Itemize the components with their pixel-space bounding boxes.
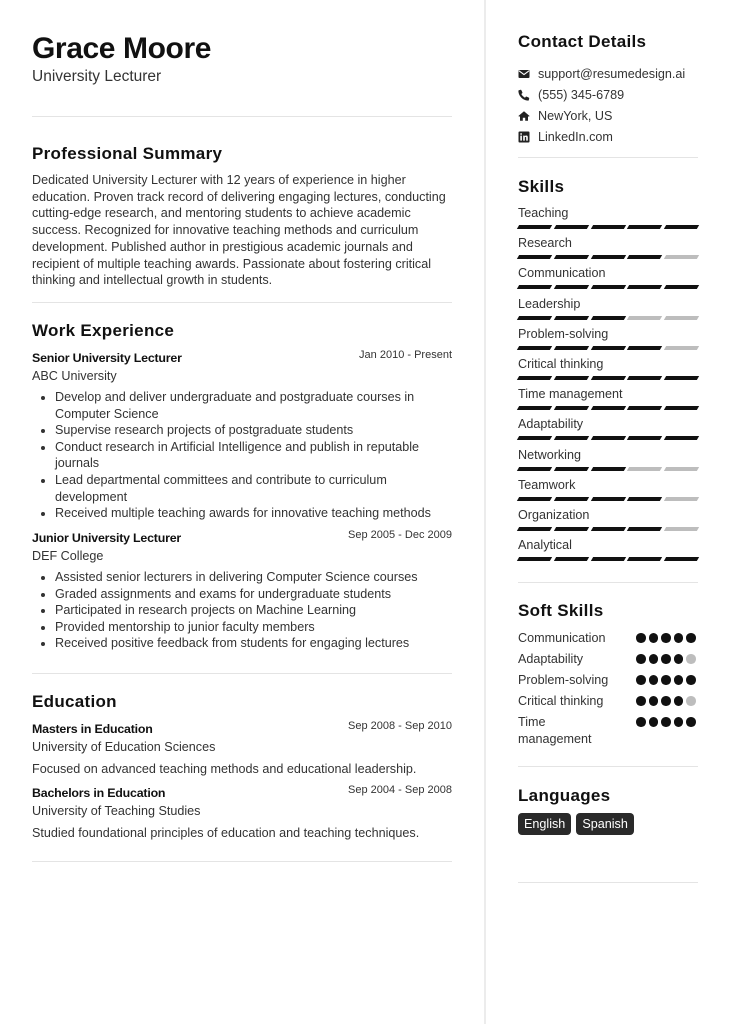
- skill-level-bar: [518, 316, 698, 320]
- rating-dot-icon: [649, 717, 659, 727]
- soft-skill-item: [518, 630, 698, 651]
- skill-level-segment: [627, 255, 662, 259]
- job-bullets: [32, 389, 452, 522]
- skill-name: Analytical: [518, 538, 572, 553]
- education-dates: Sep 2008 - Sep 2010: [348, 720, 452, 732]
- contact-phone-text: (555) 345-6789: [538, 87, 625, 102]
- skill-level-segment: [517, 285, 552, 289]
- skill-name: Critical thinking: [518, 356, 604, 371]
- soft-skill-rating: [636, 717, 696, 727]
- skill-item: [518, 386, 698, 416]
- skill-level-segment: [517, 527, 552, 531]
- soft-skill-rating: [636, 633, 696, 643]
- skill-level-segment: [590, 225, 625, 229]
- skill-level-bar: [518, 285, 698, 289]
- skill-level-segment: [554, 316, 589, 320]
- skill-level-segment: [627, 527, 662, 531]
- degree-title: Bachelors in Education: [32, 786, 166, 800]
- rating-dot-icon: [674, 675, 684, 685]
- soft-skill-item: [518, 651, 698, 672]
- soft-skill-rating: [636, 696, 696, 706]
- skill-item: [518, 447, 698, 477]
- contact-divider: [518, 157, 698, 158]
- soft-skill-item: [518, 693, 698, 714]
- skill-item: [518, 477, 698, 507]
- languages-heading: Languages: [518, 786, 611, 805]
- experience-heading: Work Experience: [32, 321, 175, 340]
- soft-skill-rating: [636, 654, 696, 664]
- skills-heading: Skills: [518, 177, 565, 196]
- rating-dot-icon: [686, 654, 696, 664]
- skill-name: Research: [518, 236, 572, 251]
- skill-level-segment: [590, 557, 625, 561]
- skill-item: [518, 296, 698, 326]
- job-entry: [32, 531, 452, 652]
- skill-name: Networking: [518, 447, 581, 462]
- job-organization: DEF College: [32, 549, 104, 563]
- skill-name: Teamwork: [518, 477, 576, 492]
- skill-name: Leadership: [518, 296, 581, 311]
- school-name: University of Teaching Studies: [32, 804, 201, 818]
- column-divider: [484, 0, 486, 1024]
- rating-dot-icon: [649, 675, 659, 685]
- skill-level-segment: [590, 497, 625, 501]
- contact-phone[interactable]: [518, 84, 698, 105]
- linkedin-icon: [518, 131, 530, 143]
- language-badge: English: [518, 813, 571, 835]
- skill-item: [518, 416, 698, 446]
- skill-level-segment: [590, 346, 625, 350]
- skill-item: [518, 507, 698, 537]
- skill-level-bar: [518, 406, 698, 410]
- bullet-item: Received positive feedback from students for engaging lectures: [32, 635, 452, 652]
- skill-level-segment: [517, 255, 552, 259]
- skill-level-segment: [664, 346, 699, 350]
- experience-divider: [32, 673, 452, 674]
- skill-level-segment: [627, 346, 662, 350]
- bullet-item: Develop and deliver undergraduate and postgraduate courses in Computer Science: [32, 389, 452, 422]
- rating-dot-icon: [636, 717, 646, 727]
- skill-level-segment: [590, 285, 625, 289]
- skills-list: [518, 205, 698, 567]
- bullet-item: Graded assignments and exams for undergraduate students: [32, 586, 452, 603]
- education-entry: [32, 722, 452, 777]
- rating-dot-icon: [649, 633, 659, 643]
- skill-level-segment: [517, 497, 552, 501]
- home-icon: [518, 110, 530, 122]
- skill-level-segment: [590, 467, 625, 471]
- soft-skill-name: Time management: [518, 715, 592, 746]
- skill-level-bar: [518, 557, 698, 561]
- skill-item: [518, 235, 698, 265]
- bullet-item: Supervise research projects of postgraduate students: [32, 422, 452, 439]
- bullet-item: Conduct research in Artificial Intelligence and publish in reputable journals: [32, 439, 452, 472]
- job-dates: Sep 2005 - Dec 2009: [348, 529, 452, 541]
- skill-level-segment: [664, 316, 699, 320]
- skill-level-segment: [627, 225, 662, 229]
- rating-dot-icon: [649, 696, 659, 706]
- skill-level-segment: [590, 406, 625, 410]
- skill-name: Organization: [518, 507, 590, 522]
- rating-dot-icon: [636, 633, 646, 643]
- rating-dot-icon: [661, 654, 671, 664]
- skill-name: Time management: [518, 387, 623, 402]
- rating-dot-icon: [661, 675, 671, 685]
- skill-level-bar: [518, 497, 698, 501]
- job-title: Senior University Lecturer: [32, 351, 182, 365]
- summary-divider: [32, 302, 452, 303]
- rating-dot-icon: [661, 633, 671, 643]
- rating-dot-icon: [686, 696, 696, 706]
- contact-linkedin[interactable]: [518, 126, 698, 147]
- skill-level-segment: [627, 467, 662, 471]
- skill-level-segment: [664, 376, 699, 380]
- skill-item: [518, 326, 698, 356]
- contact-list: [518, 63, 698, 147]
- contact-email[interactable]: [518, 63, 698, 84]
- contact-location-text: NewYork, US: [538, 108, 613, 123]
- skill-level-segment: [554, 255, 589, 259]
- rating-dot-icon: [661, 696, 671, 706]
- skill-level-segment: [664, 225, 699, 229]
- skill-level-segment: [517, 346, 552, 350]
- skill-level-segment: [517, 376, 552, 380]
- education-dates: Sep 2004 - Sep 2008: [348, 784, 452, 796]
- skill-level-segment: [627, 316, 662, 320]
- rating-dot-icon: [674, 717, 684, 727]
- skills-divider: [518, 582, 698, 583]
- skill-level-segment: [554, 497, 589, 501]
- skill-level-segment: [664, 467, 699, 471]
- soft-skill-item: [518, 714, 698, 747]
- soft-skill-name: Communication: [518, 631, 606, 645]
- bullet-item: Participated in research projects on Machine Learning: [32, 602, 452, 619]
- skill-level-segment: [590, 376, 625, 380]
- skill-level-segment: [590, 316, 625, 320]
- school-name: University of Education Sciences: [32, 740, 216, 754]
- rating-dot-icon: [674, 696, 684, 706]
- contact-heading: Contact Details: [518, 32, 647, 51]
- skill-level-segment: [627, 285, 662, 289]
- languages-list: [518, 813, 634, 835]
- rating-dot-icon: [636, 675, 646, 685]
- skill-level-segment: [664, 255, 699, 259]
- skill-level-segment: [517, 316, 552, 320]
- skill-level-segment: [517, 436, 552, 440]
- skill-name: Teaching: [518, 206, 569, 220]
- rating-dot-icon: [686, 717, 696, 727]
- skill-level-segment: [664, 497, 699, 501]
- skill-level-bar: [518, 527, 698, 531]
- job-entry: [32, 351, 452, 522]
- job-title: Junior University Lecturer: [32, 531, 182, 545]
- skill-level-segment: [517, 406, 552, 410]
- education-heading: Education: [32, 692, 117, 711]
- skill-level-segment: [664, 406, 699, 410]
- languages-divider: [518, 882, 698, 883]
- skill-level-segment: [664, 436, 699, 440]
- skill-level-segment: [627, 436, 662, 440]
- skill-level-segment: [554, 527, 589, 531]
- rating-dot-icon: [661, 717, 671, 727]
- skill-level-segment: [554, 285, 589, 289]
- rating-dot-icon: [674, 654, 684, 664]
- skill-level-segment: [517, 467, 552, 471]
- rating-dot-icon: [686, 675, 696, 685]
- skill-level-segment: [554, 346, 589, 350]
- soft-skill-rating: [636, 675, 696, 685]
- bullet-item: Provided mentorship to junior faculty members: [32, 619, 452, 636]
- education-description: Focused on advanced teaching methods and educational leadership.: [32, 762, 417, 776]
- education-entry: [32, 786, 452, 841]
- candidate-title: University Lecturer: [32, 68, 162, 85]
- skill-level-segment: [627, 557, 662, 561]
- soft-skills-heading: Soft Skills: [518, 601, 604, 620]
- skill-name: Adaptability: [518, 417, 584, 432]
- skill-level-segment: [590, 436, 625, 440]
- skill-level-segment: [627, 406, 662, 410]
- education-divider: [32, 861, 452, 862]
- skill-level-segment: [664, 285, 699, 289]
- skill-level-segment: [554, 225, 589, 229]
- soft-skill-name: Critical thinking: [518, 694, 604, 708]
- soft-skill-item: [518, 672, 698, 693]
- skill-level-segment: [554, 406, 589, 410]
- skill-name: Communication: [518, 266, 606, 281]
- skill-item: [518, 205, 698, 235]
- contact-location: [518, 105, 698, 126]
- skill-level-bar: [518, 255, 698, 259]
- skill-item: [518, 356, 698, 386]
- skill-level-segment: [590, 527, 625, 531]
- header-divider: [32, 116, 452, 117]
- skill-level-segment: [664, 527, 699, 531]
- rating-dot-icon: [636, 696, 646, 706]
- contact-email-text: support@resumedesign.ai: [538, 66, 686, 81]
- skill-level-segment: [554, 436, 589, 440]
- skill-item: [518, 265, 698, 295]
- language-badge: Spanish: [576, 813, 634, 835]
- skill-level-segment: [554, 376, 589, 380]
- skill-level-segment: [554, 467, 589, 471]
- envelope-icon: [518, 68, 530, 80]
- rating-dot-icon: [674, 633, 684, 643]
- skill-level-segment: [590, 255, 625, 259]
- bullet-item: Lead departmental committees and contribute to curriculum development: [32, 472, 452, 505]
- job-dates: Jan 2010 - Present: [359, 349, 452, 361]
- soft-skill-name: Problem-solving: [518, 673, 609, 687]
- skill-name: Problem-solving: [518, 326, 609, 341]
- soft-skills-list: [518, 630, 698, 747]
- summary-text: Dedicated University Lecturer with 12 years of experience in higher education. Proven track record of delivering engaging lectures, conducting cutting-edge research, and mentoring students to achieve academic success. Recognized for innovative teaching methods and curriculum development. Published author in prestigious academic journals and recipient of multiple teaching awards. Passionate about fostering critical thinking and intellectual growth in students.: [32, 173, 446, 288]
- phone-icon: [518, 89, 530, 101]
- skill-level-bar: [518, 467, 698, 471]
- job-bullets: [32, 569, 452, 652]
- skill-level-bar: [518, 436, 698, 440]
- candidate-name: Grace Moore: [32, 32, 211, 65]
- skill-level-bar: [518, 376, 698, 380]
- skill-level-segment: [664, 557, 699, 561]
- skill-level-segment: [627, 376, 662, 380]
- rating-dot-icon: [636, 654, 646, 664]
- soft-skill-name: Adaptability: [518, 652, 584, 666]
- education-description: Studied foundational principles of education and teaching techniques.: [32, 826, 420, 840]
- bullet-item: Received multiple teaching awards for innovative teaching methods: [32, 505, 452, 522]
- soft-skills-divider: [518, 766, 698, 767]
- job-organization: ABC University: [32, 369, 117, 383]
- rating-dot-icon: [686, 633, 696, 643]
- contact-linkedin-text: LinkedIn.com: [538, 129, 613, 144]
- skill-item: [518, 537, 698, 567]
- skill-level-segment: [517, 557, 552, 561]
- bullet-item: Assisted senior lecturers in delivering Computer Science courses: [32, 569, 452, 586]
- rating-dot-icon: [649, 654, 659, 664]
- skill-level-bar: [518, 346, 698, 350]
- skill-level-bar: [518, 225, 698, 229]
- skill-level-segment: [627, 497, 662, 501]
- skill-level-segment: [554, 557, 589, 561]
- summary-heading: Professional Summary: [32, 144, 223, 163]
- degree-title: Masters in Education: [32, 722, 153, 736]
- skill-level-segment: [517, 225, 552, 229]
